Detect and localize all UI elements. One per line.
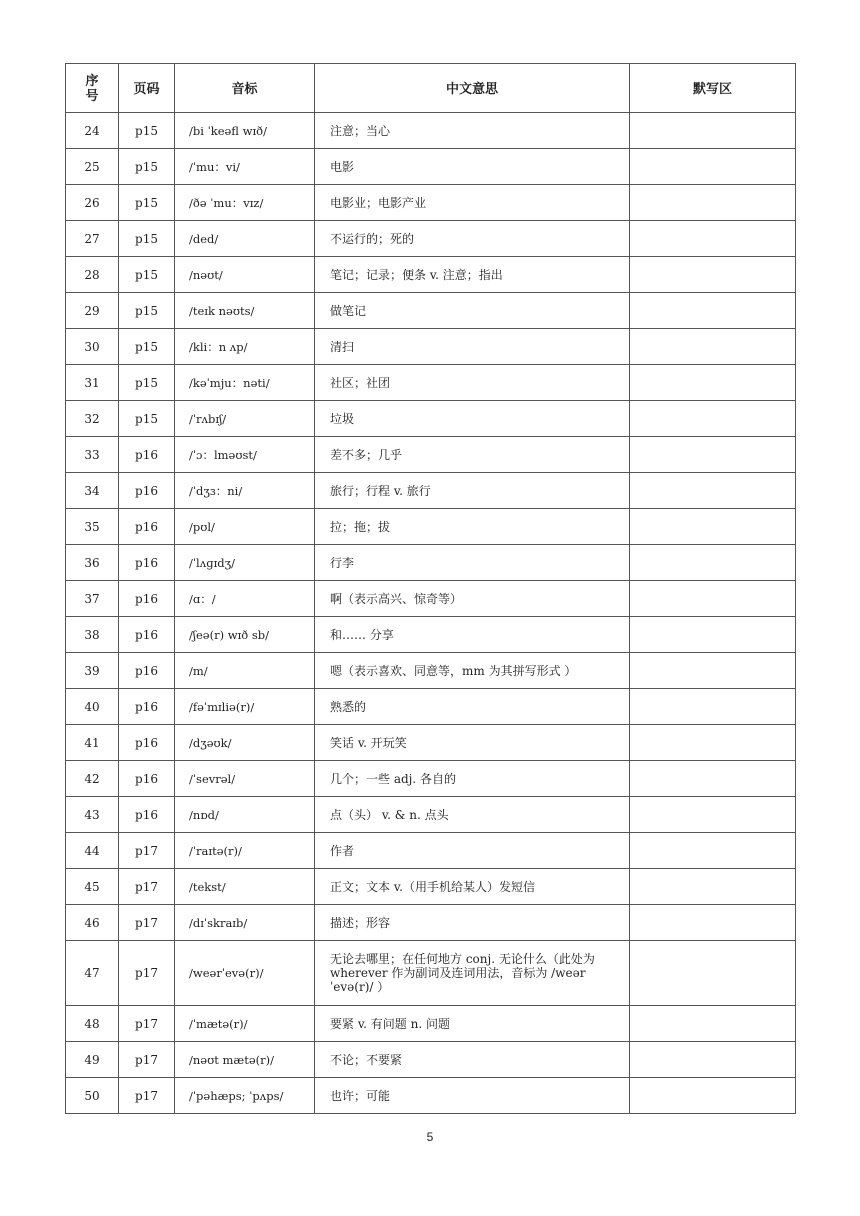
row-number: 36	[66, 545, 119, 581]
row-page: p17	[119, 1042, 175, 1078]
row-page: p15	[119, 401, 175, 437]
row-page: p16	[119, 437, 175, 473]
row-page: p16	[119, 617, 175, 653]
row-number: 31	[66, 365, 119, 401]
row-phonetic: /nəʊt/	[175, 257, 315, 293]
row-phonetic: /ʃeə(r) wɪð sb/	[175, 617, 315, 653]
table-row	[66, 617, 796, 653]
row-number: 42	[66, 761, 119, 797]
row-number: 24	[66, 113, 119, 149]
row-meaning: 清扫	[315, 329, 630, 365]
row-meaning: 电影	[315, 149, 630, 185]
row-phonetic: /ˈmætə(r)/	[175, 1006, 315, 1042]
dictation-cell[interactable]	[630, 1042, 796, 1078]
row-phonetic: /ˈmu：vi/	[175, 149, 315, 185]
table-row	[66, 833, 796, 869]
table-row	[66, 401, 796, 437]
row-number: 40	[66, 689, 119, 725]
row-meaning: 嗯（表示喜欢、同意等，mm 为其拼写形式 ）	[315, 653, 630, 689]
dictation-cell[interactable]	[630, 617, 796, 653]
dictation-cell[interactable]	[630, 149, 796, 185]
row-meaning: 笔记；记录；便条 v. 注意；指出	[315, 257, 630, 293]
row-phonetic: /ɑ：/	[175, 581, 315, 617]
table-row	[66, 797, 796, 833]
row-number: 43	[66, 797, 119, 833]
dictation-cell[interactable]	[630, 221, 796, 257]
row-meaning: 做笔记	[315, 293, 630, 329]
row-meaning: 和…… 分享	[315, 617, 630, 653]
row-page: p16	[119, 761, 175, 797]
row-page: p17	[119, 869, 175, 905]
table-row	[66, 1078, 796, 1114]
row-page: p15	[119, 293, 175, 329]
header-num: 序号	[66, 64, 119, 113]
table-row	[66, 113, 796, 149]
row-number: 35	[66, 509, 119, 545]
row-phonetic: /ˈlʌɡɪdʒ/	[175, 545, 315, 581]
row-page: p15	[119, 185, 175, 221]
row-page: p15	[119, 113, 175, 149]
dictation-cell[interactable]	[630, 797, 796, 833]
row-number: 47	[66, 941, 119, 1006]
table-row	[66, 149, 796, 185]
row-meaning: 电影业；电影产业	[315, 185, 630, 221]
row-number: 48	[66, 1006, 119, 1042]
dictation-cell[interactable]	[630, 761, 796, 797]
row-page: p17	[119, 1006, 175, 1042]
row-number: 30	[66, 329, 119, 365]
row-meaning: 作者	[315, 833, 630, 869]
table-row	[66, 473, 796, 509]
dictation-cell[interactable]	[630, 725, 796, 761]
table-row	[66, 257, 796, 293]
row-phonetic: /ˈpəhæps; ˈpʌps/	[175, 1078, 315, 1114]
row-number: 33	[66, 437, 119, 473]
dictation-cell[interactable]	[630, 905, 796, 941]
row-meaning: 笑话 v. 开玩笑	[315, 725, 630, 761]
row-page: p16	[119, 581, 175, 617]
dictation-cell[interactable]	[630, 653, 796, 689]
row-number: 50	[66, 1078, 119, 1114]
row-page: p16	[119, 509, 175, 545]
row-number: 46	[66, 905, 119, 941]
dictation-cell[interactable]	[630, 581, 796, 617]
row-page: p16	[119, 725, 175, 761]
row-phonetic: /ˈraɪtə(r)/	[175, 833, 315, 869]
dictation-cell[interactable]	[630, 1006, 796, 1042]
row-phonetic: /ded/	[175, 221, 315, 257]
table-row	[66, 581, 796, 617]
row-phonetic: /weərˈevə(r)/	[175, 941, 315, 1006]
row-number: 32	[66, 401, 119, 437]
row-meaning: 不论；不要紧	[315, 1042, 630, 1078]
row-number: 45	[66, 869, 119, 905]
row-meaning: 要紧 v. 有问题 n. 问题	[315, 1006, 630, 1042]
row-meaning: 社区；社团	[315, 365, 630, 401]
dictation-cell[interactable]	[630, 689, 796, 725]
dictation-cell[interactable]	[630, 365, 796, 401]
table-row	[66, 365, 796, 401]
header-phonetic: 音标	[175, 64, 315, 113]
table-row	[66, 725, 796, 761]
table-row	[66, 437, 796, 473]
row-meaning: 不运行的；死的	[315, 221, 630, 257]
row-phonetic: /ˈrʌbɪʃ/	[175, 401, 315, 437]
row-number: 49	[66, 1042, 119, 1078]
row-meaning: 无论去哪里；在任何地方 conj. 无论什么（此处为 wherever 作为副词及连词用法，音标为 /weərˈevə(r)/ ）	[315, 941, 630, 1006]
table-row	[66, 941, 796, 1006]
row-meaning: 正文；文本 v.（用手机给某人）发短信	[315, 869, 630, 905]
dictation-cell[interactable]	[630, 293, 796, 329]
dictation-cell[interactable]	[630, 869, 796, 905]
row-number: 39	[66, 653, 119, 689]
row-phonetic: /dʒəʊk/	[175, 725, 315, 761]
row-phonetic: /kli：n ʌp/	[175, 329, 315, 365]
table-row	[66, 329, 796, 365]
row-page: p17	[119, 905, 175, 941]
vocabulary-table	[65, 63, 796, 1114]
dictation-cell[interactable]	[630, 1078, 796, 1114]
row-number: 34	[66, 473, 119, 509]
dictation-cell[interactable]	[630, 437, 796, 473]
row-phonetic: /nɒd/	[175, 797, 315, 833]
row-phonetic: /kəˈmju：nəti/	[175, 365, 315, 401]
table-row	[66, 1042, 796, 1078]
page-number: 5	[426, 1130, 434, 1144]
dictation-cell[interactable]	[630, 113, 796, 149]
row-meaning: 差不多；几乎	[315, 437, 630, 473]
row-number: 37	[66, 581, 119, 617]
row-page: p16	[119, 473, 175, 509]
row-phonetic: /m/	[175, 653, 315, 689]
row-meaning: 行李	[315, 545, 630, 581]
table-row	[66, 653, 796, 689]
row-meaning: 点（头） v. & n. 点头	[315, 797, 630, 833]
header-row	[66, 64, 796, 113]
table-row	[66, 545, 796, 581]
table-row	[66, 509, 796, 545]
row-number: 38	[66, 617, 119, 653]
header-dictation: 默写区	[630, 64, 796, 113]
row-phonetic: /ˈdʒɜ：ni/	[175, 473, 315, 509]
row-phonetic: /teɪk nəʊts/	[175, 293, 315, 329]
row-meaning: 注意；当心	[315, 113, 630, 149]
row-page: p15	[119, 365, 175, 401]
row-phonetic: /tekst/	[175, 869, 315, 905]
row-phonetic: /fəˈmɪliə(r)/	[175, 689, 315, 725]
dictation-cell[interactable]	[630, 545, 796, 581]
dictation-cell[interactable]	[630, 473, 796, 509]
row-page: p17	[119, 941, 175, 1006]
dictation-cell[interactable]	[630, 509, 796, 545]
row-page: p15	[119, 329, 175, 365]
row-page: p16	[119, 797, 175, 833]
table-row	[66, 1006, 796, 1042]
dictation-cell[interactable]	[630, 257, 796, 293]
header-page: 页码	[119, 64, 175, 113]
row-phonetic: /ˈɔ：lməʊst/	[175, 437, 315, 473]
dictation-cell[interactable]	[630, 833, 796, 869]
row-meaning: 啊（表示高兴、惊奇等）	[315, 581, 630, 617]
row-page: p16	[119, 689, 175, 725]
row-number: 25	[66, 149, 119, 185]
row-number: 41	[66, 725, 119, 761]
dictation-cell[interactable]	[630, 401, 796, 437]
table-row	[66, 293, 796, 329]
dictation-cell[interactable]	[630, 329, 796, 365]
row-meaning: 拉；拖；拔	[315, 509, 630, 545]
header-meaning: 中文意思	[315, 64, 630, 113]
row-phonetic: /dɪˈskraɪb/	[175, 905, 315, 941]
table-row	[66, 905, 796, 941]
dictation-cell[interactable]	[630, 185, 796, 221]
row-meaning: 熟悉的	[315, 689, 630, 725]
row-meaning: 描述；形容	[315, 905, 630, 941]
row-page: p15	[119, 221, 175, 257]
row-page: p17	[119, 833, 175, 869]
table-row	[66, 185, 796, 221]
row-page: p16	[119, 653, 175, 689]
row-meaning: 垃圾	[315, 401, 630, 437]
row-meaning: 几个；一些 adj. 各自的	[315, 761, 630, 797]
row-page: p17	[119, 1078, 175, 1114]
row-page: p15	[119, 257, 175, 293]
row-phonetic: /ðə ˈmu：vɪz/	[175, 185, 315, 221]
row-number: 26	[66, 185, 119, 221]
table-row	[66, 869, 796, 905]
dictation-cell[interactable]	[630, 941, 796, 1006]
row-phonetic: /ˈsevrəl/	[175, 761, 315, 797]
row-page: p16	[119, 545, 175, 581]
table-row	[66, 761, 796, 797]
row-meaning: 旅行；行程 v. 旅行	[315, 473, 630, 509]
row-number: 29	[66, 293, 119, 329]
row-number: 44	[66, 833, 119, 869]
row-phonetic: /pʊl/	[175, 509, 315, 545]
row-number: 27	[66, 221, 119, 257]
row-phonetic: /bi ˈkeəfl wɪð/	[175, 113, 315, 149]
row-number: 28	[66, 257, 119, 293]
table-row	[66, 689, 796, 725]
row-meaning: 也许；可能	[315, 1078, 630, 1114]
table-row	[66, 221, 796, 257]
row-page: p15	[119, 149, 175, 185]
row-phonetic: /nəʊt mætə(r)/	[175, 1042, 315, 1078]
